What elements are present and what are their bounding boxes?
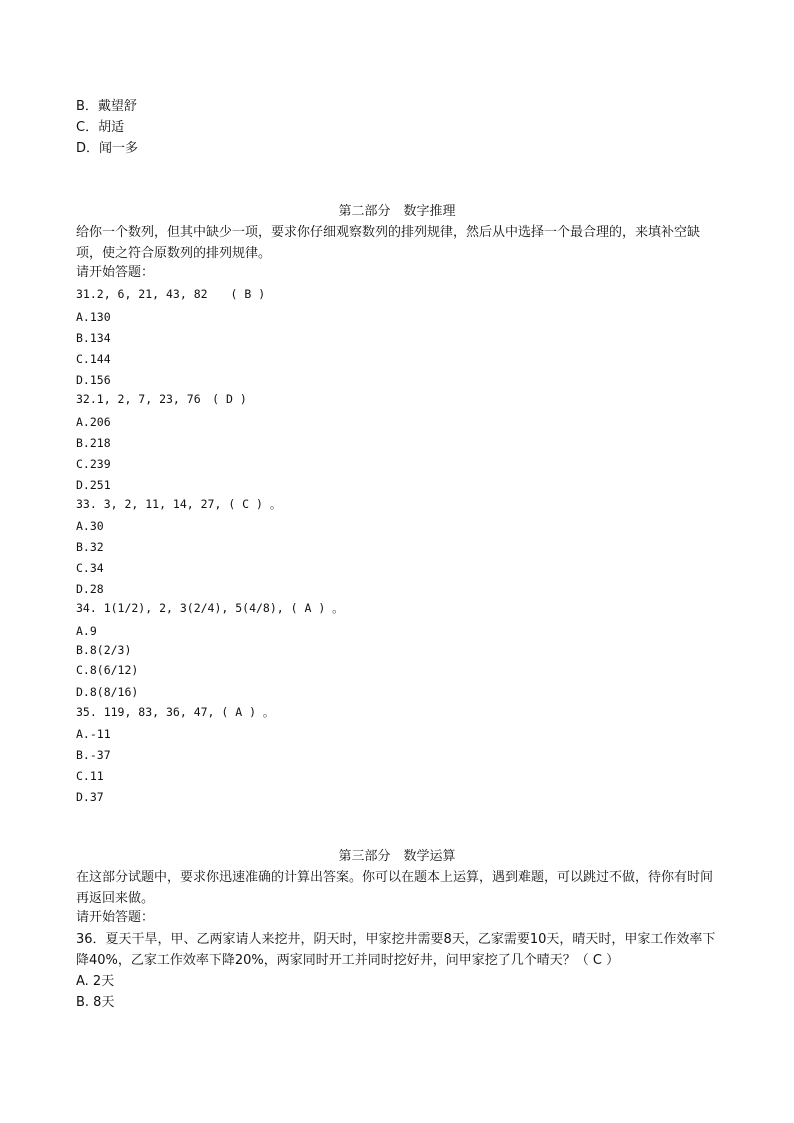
- question-36-option-a: A. 2天: [76, 974, 115, 989]
- section-title-part2: 第二部分 数字推理: [338, 204, 456, 219]
- question-32-option-c: C.239: [76, 457, 111, 471]
- question-34-option-a: A.9: [76, 624, 97, 638]
- question-31-option-c: C.144: [76, 352, 111, 366]
- question-34-option-d: D.8(8/16): [76, 685, 139, 699]
- question-32-stem: 32.1, 2, 7, 23, 76 ( D ): [76, 392, 247, 406]
- start-prompt-part2: 请开始答题：: [76, 265, 155, 280]
- question-35-option-a: A.-11: [76, 727, 111, 741]
- question-31-stem: 31.2, 6, 21, 43, 82 ( B ): [76, 287, 266, 301]
- question-32-option-a: A.206: [76, 415, 111, 429]
- question-31-option-b: B.134: [76, 331, 111, 345]
- start-prompt-part3: 请开始答题：: [76, 910, 155, 925]
- option-c-prev: C．胡适: [76, 120, 125, 135]
- question-32-option-d: D.251: [76, 478, 111, 492]
- question-33-stem: 33. 3, 2, 11, 14, 27, ( C ) 。: [76, 497, 282, 511]
- option-b-prev: B．戴望舒: [76, 99, 137, 114]
- question-33-option-d: D.28: [76, 582, 104, 596]
- question-36-option-b: B. 8天: [76, 995, 115, 1010]
- question-36-stem: 36．夏天干旱，甲、乙两家请人来挖井，阴天时，甲家挖井需要8天，乙家需要10天，晴天时，甲家工作效率下降40%，乙家工作效率下降20%，两家同时开工并同时挖好井，问甲家挖了几个晴天？（ C ）: [76, 932, 716, 968]
- option-d-prev: D．闻一多: [76, 141, 139, 156]
- question-33-option-c: C.34: [76, 561, 104, 575]
- section-title-part3: 第三部分 数学运算: [338, 849, 456, 864]
- question-31-option-a: A.130: [76, 310, 111, 324]
- question-34-stem: 34. 1(1/2), 2, 3(2/4), 5(4/8), ( A ) 。: [76, 601, 344, 615]
- section-intro-part3: 在这部分试题中，要求你迅速准确的计算出答案。你可以在题本上运算，遇到难题，可以跳过不做，待你有时间再返回来做。: [76, 870, 714, 906]
- question-31-option-d: D.156: [76, 373, 111, 387]
- question-35-stem: 35. 119, 83, 36, 47, ( A ) 。: [76, 705, 275, 719]
- question-33-option-b: B.32: [76, 540, 104, 554]
- question-34-option-c: C.8(6/12): [76, 663, 139, 677]
- question-35-option-d: D.37: [76, 790, 104, 804]
- question-35-option-b: B.-37: [76, 748, 111, 762]
- section-intro-part2: 给你一个数列，但其中缺少一项，要求你仔细观察数列的排列规律，然后从中选择一个最合理的，来填补空缺项，使之符合原数列的排列规律。: [76, 225, 701, 261]
- question-35-option-c: C.11: [76, 769, 104, 783]
- question-32-option-b: B.218: [76, 436, 111, 450]
- question-34-option-b: B.8(2/3): [76, 643, 132, 657]
- question-33-option-a: A.30: [76, 519, 104, 533]
